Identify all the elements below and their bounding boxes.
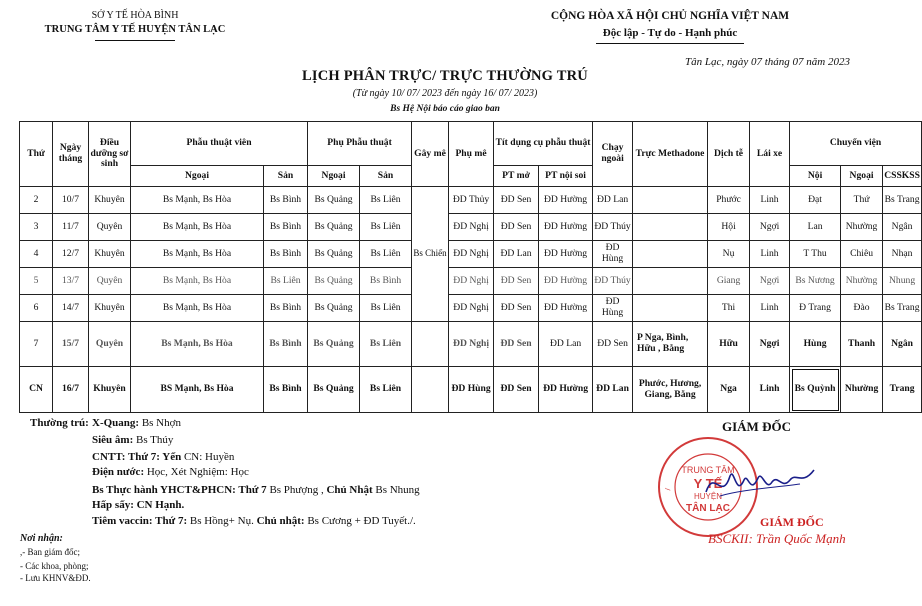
cell-chay-ngoai: ĐD Thúy bbox=[593, 214, 633, 241]
diennuoc-line bbox=[92, 466, 249, 478]
cell-phu-me: ĐD Thủy bbox=[449, 187, 494, 214]
cell-ptv-san: Bs Bình bbox=[264, 187, 308, 214]
cell-ppt-san: Bs Bình bbox=[360, 268, 412, 295]
col-ppt-san: Sản bbox=[360, 166, 412, 187]
cell-ngay: 11/7 bbox=[53, 214, 89, 241]
thuong-tru-label: Thường trú: bbox=[30, 417, 89, 429]
cntt-label: CNTT: Thứ 7: Yến bbox=[92, 451, 182, 463]
nation-line-2: Độc lập - Tự do - Hạnh phúc bbox=[602, 27, 738, 39]
cell-ngay: 12/7 bbox=[53, 241, 89, 268]
svg-text:TRUNG TÂM: TRUNG TÂM bbox=[681, 465, 735, 475]
hapsay-line: Hấp sấy: CN Hạnh. bbox=[92, 499, 185, 511]
cell-thu: 5 bbox=[20, 268, 53, 295]
cell-dd: Khuyên bbox=[89, 187, 131, 214]
cell-ptv-ngoai: Bs Mạnh, Bs Hòa bbox=[131, 322, 264, 367]
col-phu-phau-thuat: Phụ Phẫu thuật bbox=[308, 122, 412, 166]
cell-methadone bbox=[633, 295, 708, 322]
cell-dd: Quyên bbox=[89, 214, 131, 241]
signature-scribble bbox=[700, 462, 820, 506]
report-note: Bs Hệ Nội báo cáo giao ban bbox=[390, 104, 500, 114]
cell-dd: Khuyên bbox=[89, 295, 131, 322]
cell-pt-mo: ĐD Sen bbox=[494, 214, 539, 241]
cell-gay-me: Bs Chiến bbox=[412, 187, 449, 322]
col-phu-me: Phụ mê bbox=[449, 122, 494, 187]
cell-cv-cssk: Ngân bbox=[883, 214, 922, 241]
cell-methadone: Phước, Hương, Giang, Bằng bbox=[633, 367, 708, 413]
vaccin-value: Bs Hồng+ Nụ. bbox=[187, 515, 257, 527]
cell-gay-me-empty bbox=[412, 322, 449, 367]
cell-pt-mo: ĐD Sen bbox=[494, 187, 539, 214]
cell-ptv-ngoai: BS Mạnh, Bs Hòa bbox=[131, 367, 264, 413]
cell-ptv-ngoai: Bs Mạnh, Bs Hòa bbox=[131, 214, 264, 241]
col-gay-me: Gây mê bbox=[412, 122, 449, 187]
sieuam-value: Bs Thúy bbox=[133, 434, 174, 446]
diennuoc-label: Điện nước: bbox=[92, 466, 145, 478]
cell-ppt-san: Bs Liên bbox=[360, 187, 412, 214]
col-methadone: Trực Methadone bbox=[633, 122, 708, 187]
col-ngay-thang: Ngày tháng bbox=[53, 122, 89, 187]
document-subtitle: (Từ ngày 10/ 07/ 2023 đến ngày 16/ 07/ 2023) bbox=[352, 88, 538, 99]
vaccin-value-2: Bs Cương + ĐD Tuyết./. bbox=[304, 515, 416, 527]
cell-cv-cssk: Nhạn bbox=[883, 241, 922, 268]
org-underline bbox=[95, 40, 175, 41]
cell-cv-noi: Hùng bbox=[790, 322, 841, 367]
table-row bbox=[20, 187, 922, 214]
col-lai-xe: Lái xe bbox=[750, 122, 790, 187]
col-ppt-ngoai: Ngoại bbox=[308, 166, 360, 187]
cell-ngay: 14/7 bbox=[53, 295, 89, 322]
cell-chay-ngoai: ĐD Lan bbox=[593, 187, 633, 214]
cell-phu-me: ĐD Nghị bbox=[449, 241, 494, 268]
svg-text:Ỉ: Ỉ bbox=[666, 488, 673, 492]
cell-thu: 6 bbox=[20, 295, 53, 322]
cell-dich-te: Hữu bbox=[708, 322, 750, 367]
col-cv-cssk: CSSKSS bbox=[883, 166, 922, 187]
cell-thu: 4 bbox=[20, 241, 53, 268]
cell-dd: Khuyên bbox=[89, 367, 131, 413]
cell-pt-noi-soi: ĐD Hường bbox=[539, 241, 593, 268]
col-cv-noi: Nội bbox=[790, 166, 841, 187]
svg-text:Y TẾ: Y TẾ bbox=[693, 476, 723, 491]
cell-phu-me: ĐD Nghị bbox=[449, 295, 494, 322]
noi-nhan-title: Nơi nhận: bbox=[20, 533, 63, 544]
cell-methadone bbox=[633, 214, 708, 241]
col-dich-te: Dịch tễ bbox=[708, 122, 750, 187]
cell-pt-noi-soi: ĐD Hường bbox=[539, 268, 593, 295]
cell-chay-ngoai: ĐD Hùng bbox=[593, 295, 633, 322]
cell-ptv-ngoai: Bs Mạnh, Bs Hòa bbox=[131, 268, 264, 295]
cell-ptv-san: Bs Liên bbox=[264, 268, 308, 295]
cell-methadone bbox=[633, 241, 708, 268]
col-dieu-duong: Điều dưỡng sơ sinh bbox=[89, 122, 131, 187]
table-row bbox=[20, 241, 922, 268]
table-row bbox=[20, 367, 922, 413]
signature-title-2: GIÁM ĐỐC bbox=[760, 515, 824, 529]
cell-cv-ngoai: Thanh bbox=[841, 322, 883, 367]
cell-ppt-ngoai: Bs Quảng bbox=[308, 268, 360, 295]
xquang-line bbox=[92, 417, 181, 429]
cell-chay-ngoai: ĐD Thúy bbox=[593, 268, 633, 295]
nation-underline bbox=[596, 43, 744, 44]
cell-gay-me-empty bbox=[412, 367, 449, 413]
cell-lai-xe: Linh bbox=[750, 367, 790, 413]
cell-phu-me: ĐD Nghị bbox=[449, 322, 494, 367]
xquang-label: X-Quang: bbox=[92, 417, 140, 429]
org-line-2: TRUNG TÂM Y TẾ HUYỆN TÂN LẠC bbox=[44, 24, 226, 35]
cell-dd: Quyên bbox=[89, 322, 131, 367]
nation-line-1: CỘNG HÒA XÃ HỘI CHỦ NGHĨA VIỆT NAM bbox=[550, 10, 790, 22]
cell-dich-te: Nụ bbox=[708, 241, 750, 268]
signatory-name: BSCKII: Trần Quốc Mạnh bbox=[708, 531, 846, 546]
noi-nhan-item: - Lưu KHNV&ĐD. bbox=[20, 573, 91, 583]
cell-ngay: 10/7 bbox=[53, 187, 89, 214]
cell-cv-ngoai: Nhường bbox=[841, 268, 883, 295]
cell-pt-mo: ĐD Sen bbox=[494, 268, 539, 295]
cell-methadone bbox=[633, 268, 708, 295]
cell-ppt-ngoai: Bs Quảng bbox=[308, 322, 360, 367]
cell-pt-mo: ĐD Lan bbox=[494, 241, 539, 268]
table-row bbox=[20, 322, 922, 367]
cell-lai-xe: Linh bbox=[750, 241, 790, 268]
col-tiet-dung-cu: Tít dụng cụ phẫu thuật bbox=[494, 122, 593, 166]
cell-cv-noi: Bs Nương bbox=[790, 268, 841, 295]
cell-ptv-san: Bs Bình bbox=[264, 241, 308, 268]
diennuoc-value: Học, Xét Nghiệm: Học bbox=[144, 466, 249, 478]
cell-pt-noi-soi: ĐD Hường bbox=[539, 367, 593, 413]
cell-cv-ngoai: Chiêu bbox=[841, 241, 883, 268]
org-line-1: SỞ Y TẾ HÒA BÌNH bbox=[91, 10, 179, 21]
col-phau-thuat-vien: Phẫu thuật viên bbox=[131, 122, 308, 166]
yhct-value-2: Bs Nhung bbox=[372, 484, 420, 496]
document-date: Tân Lạc, ngày 07 tháng 07 năm 2023 bbox=[685, 56, 850, 68]
cell-lai-xe: Linh bbox=[750, 295, 790, 322]
cell-cv-ngoai: Đào bbox=[841, 295, 883, 322]
col-pt-mo: PT mở bbox=[494, 166, 539, 187]
cell-dich-te: Nga bbox=[708, 367, 750, 413]
yhct-label-2: Chủ Nhật bbox=[326, 484, 373, 496]
sieuam-label: Siêu âm: bbox=[92, 434, 134, 446]
col-ptv-ngoai: Ngoại bbox=[131, 166, 264, 187]
cell-pt-noi-soi: ĐD Hường bbox=[539, 187, 593, 214]
yhct-line bbox=[92, 484, 420, 496]
signature-title: GIÁM ĐỐC bbox=[722, 419, 791, 434]
cell-ppt-san: Bs Liên bbox=[360, 241, 412, 268]
cell-ppt-san: Bs Liên bbox=[360, 214, 412, 241]
cell-ngay: 13/7 bbox=[53, 268, 89, 295]
cell-cv-ngoai: Nhường bbox=[841, 367, 883, 413]
table-header-row bbox=[20, 122, 922, 166]
cell-lai-xe: Ngợi bbox=[750, 322, 790, 367]
cell-cv-cssk: Nhung bbox=[883, 268, 922, 295]
col-thu: Thứ bbox=[20, 122, 53, 187]
cell-ppt-ngoai: Bs Quảng bbox=[308, 367, 360, 413]
vaccin-label: Tiêm vaccin: Thứ 7: bbox=[92, 515, 188, 527]
cell-thu: 2 bbox=[20, 187, 53, 214]
col-chuyen-vien: Chuyển viện bbox=[790, 122, 922, 166]
cell-dd: Quyên bbox=[89, 268, 131, 295]
cell-lai-xe: Ngợi bbox=[750, 214, 790, 241]
cell-phu-me: ĐD Hùng bbox=[449, 367, 494, 413]
cell-dich-te: Hội bbox=[708, 214, 750, 241]
cell-ppt-ngoai: Bs Quảng bbox=[308, 214, 360, 241]
cell-ptv-san: Bs Bình bbox=[264, 214, 308, 241]
cell-thu: 7 bbox=[20, 322, 53, 367]
col-ptv-san: Sản bbox=[264, 166, 308, 187]
cell-chay-ngoai: ĐD Sen bbox=[593, 322, 633, 367]
table-row bbox=[20, 295, 922, 322]
cell-ptv-san: Bs Bình bbox=[264, 295, 308, 322]
cntt-line bbox=[92, 451, 234, 463]
cell-phu-me: ĐD Nghị bbox=[449, 268, 494, 295]
cell-methadone bbox=[633, 187, 708, 214]
sieuam-line bbox=[92, 434, 173, 446]
cell-cv-cssk: Bs Trang bbox=[883, 187, 922, 214]
cell-pt-mo: ĐD Sen bbox=[494, 295, 539, 322]
col-pt-noi-soi: PT nội soi bbox=[539, 166, 593, 187]
cell-pt-noi-soi: ĐD Hường bbox=[539, 214, 593, 241]
cell-ppt-ngoai: Bs Quảng bbox=[308, 295, 360, 322]
noi-nhan-item: - Các khoa, phòng; bbox=[20, 561, 89, 571]
cell-chay-ngoai: ĐD Lan bbox=[593, 367, 633, 413]
cell-ppt-ngoai: Bs Quảng bbox=[308, 187, 360, 214]
cell-pt-mo: ĐD Sen bbox=[494, 322, 539, 367]
vaccin-line bbox=[92, 515, 416, 527]
cell-dich-te: Phước bbox=[708, 187, 750, 214]
cell-cv-noi: Bs Quỳnh bbox=[790, 367, 841, 413]
cell-ngay: 15/7 bbox=[53, 322, 89, 367]
cell-cv-noi: T Thu bbox=[790, 241, 841, 268]
table-row bbox=[20, 214, 922, 241]
cntt-value: CN: Huyền bbox=[181, 451, 235, 463]
cell-ppt-san: Bs Liên bbox=[360, 295, 412, 322]
col-chay-ngoai: Chạy ngoài bbox=[593, 122, 633, 187]
cell-ptv-san: Bs Bình bbox=[264, 367, 308, 413]
noi-nhan-item: ,- Ban giám đốc; bbox=[20, 547, 80, 557]
cell-ppt-san: Bs Liên bbox=[360, 367, 412, 413]
cell-chay-ngoai: ĐD Hùng bbox=[593, 241, 633, 268]
cell-ptv-ngoai: Bs Mạnh, Bs Hòa bbox=[131, 295, 264, 322]
cell-dich-te: Thi bbox=[708, 295, 750, 322]
yhct-label: Bs Thực hành YHCT&PHCN: Thứ 7 bbox=[92, 484, 267, 496]
svg-text:TÂN LẠC: TÂN LẠC bbox=[686, 503, 730, 514]
vaccin-label-2: Chủ nhật: bbox=[256, 515, 305, 527]
cell-cv-cssk: Bs Trang bbox=[883, 295, 922, 322]
cell-cv-noi: Lan bbox=[790, 214, 841, 241]
cell-pt-mo: ĐD Sen bbox=[494, 367, 539, 413]
col-cv-ngoai: Ngoại bbox=[841, 166, 883, 187]
cell-cv-ngoai: Thứ bbox=[841, 187, 883, 214]
cell-pt-noi-soi: ĐD Lan bbox=[539, 322, 593, 367]
xquang-value: Bs Nhợn bbox=[139, 417, 181, 429]
cell-dich-te: Giang bbox=[708, 268, 750, 295]
cell-thu: 3 bbox=[20, 214, 53, 241]
cell-lai-xe: Ngợi bbox=[750, 268, 790, 295]
table-row bbox=[20, 268, 922, 295]
cell-cv-cssk: Trang bbox=[883, 367, 922, 413]
yhct-value: Bs Phượng , bbox=[266, 484, 327, 496]
cell-ppt-ngoai: Bs Quảng bbox=[308, 241, 360, 268]
cell-cv-noi: Đ Trang bbox=[790, 295, 841, 322]
cell-ngay: 16/7 bbox=[53, 367, 89, 413]
svg-text:HUYỆN: HUYỆN bbox=[693, 492, 723, 501]
cell-dd: Khuyên bbox=[89, 241, 131, 268]
cell-thu: CN bbox=[20, 367, 53, 413]
cell-cv-ngoai: Nhường bbox=[841, 214, 883, 241]
cell-ptv-ngoai: Bs Mạnh, Bs Hòa bbox=[131, 241, 264, 268]
cell-cv-cssk: Ngân bbox=[883, 322, 922, 367]
cell-cv-noi: Đạt bbox=[790, 187, 841, 214]
duty-schedule-table bbox=[19, 121, 922, 413]
cell-pt-noi-soi: ĐD Hường bbox=[539, 295, 593, 322]
cell-phu-me: ĐD Nghị bbox=[449, 214, 494, 241]
cell-ptv-san: Bs Bình bbox=[264, 322, 308, 367]
cell-ptv-ngoai: Bs Mạnh, Bs Hòa bbox=[131, 187, 264, 214]
cell-methadone: P Nga, Bình, Hữu , Bằng bbox=[633, 322, 708, 367]
document-title: LỊCH PHÂN TRỰC/ TRỰC THƯỜNG TRÚ bbox=[302, 68, 588, 84]
cell-ppt-san: Bs Liên bbox=[360, 322, 412, 367]
cell-lai-xe: Linh bbox=[750, 187, 790, 214]
